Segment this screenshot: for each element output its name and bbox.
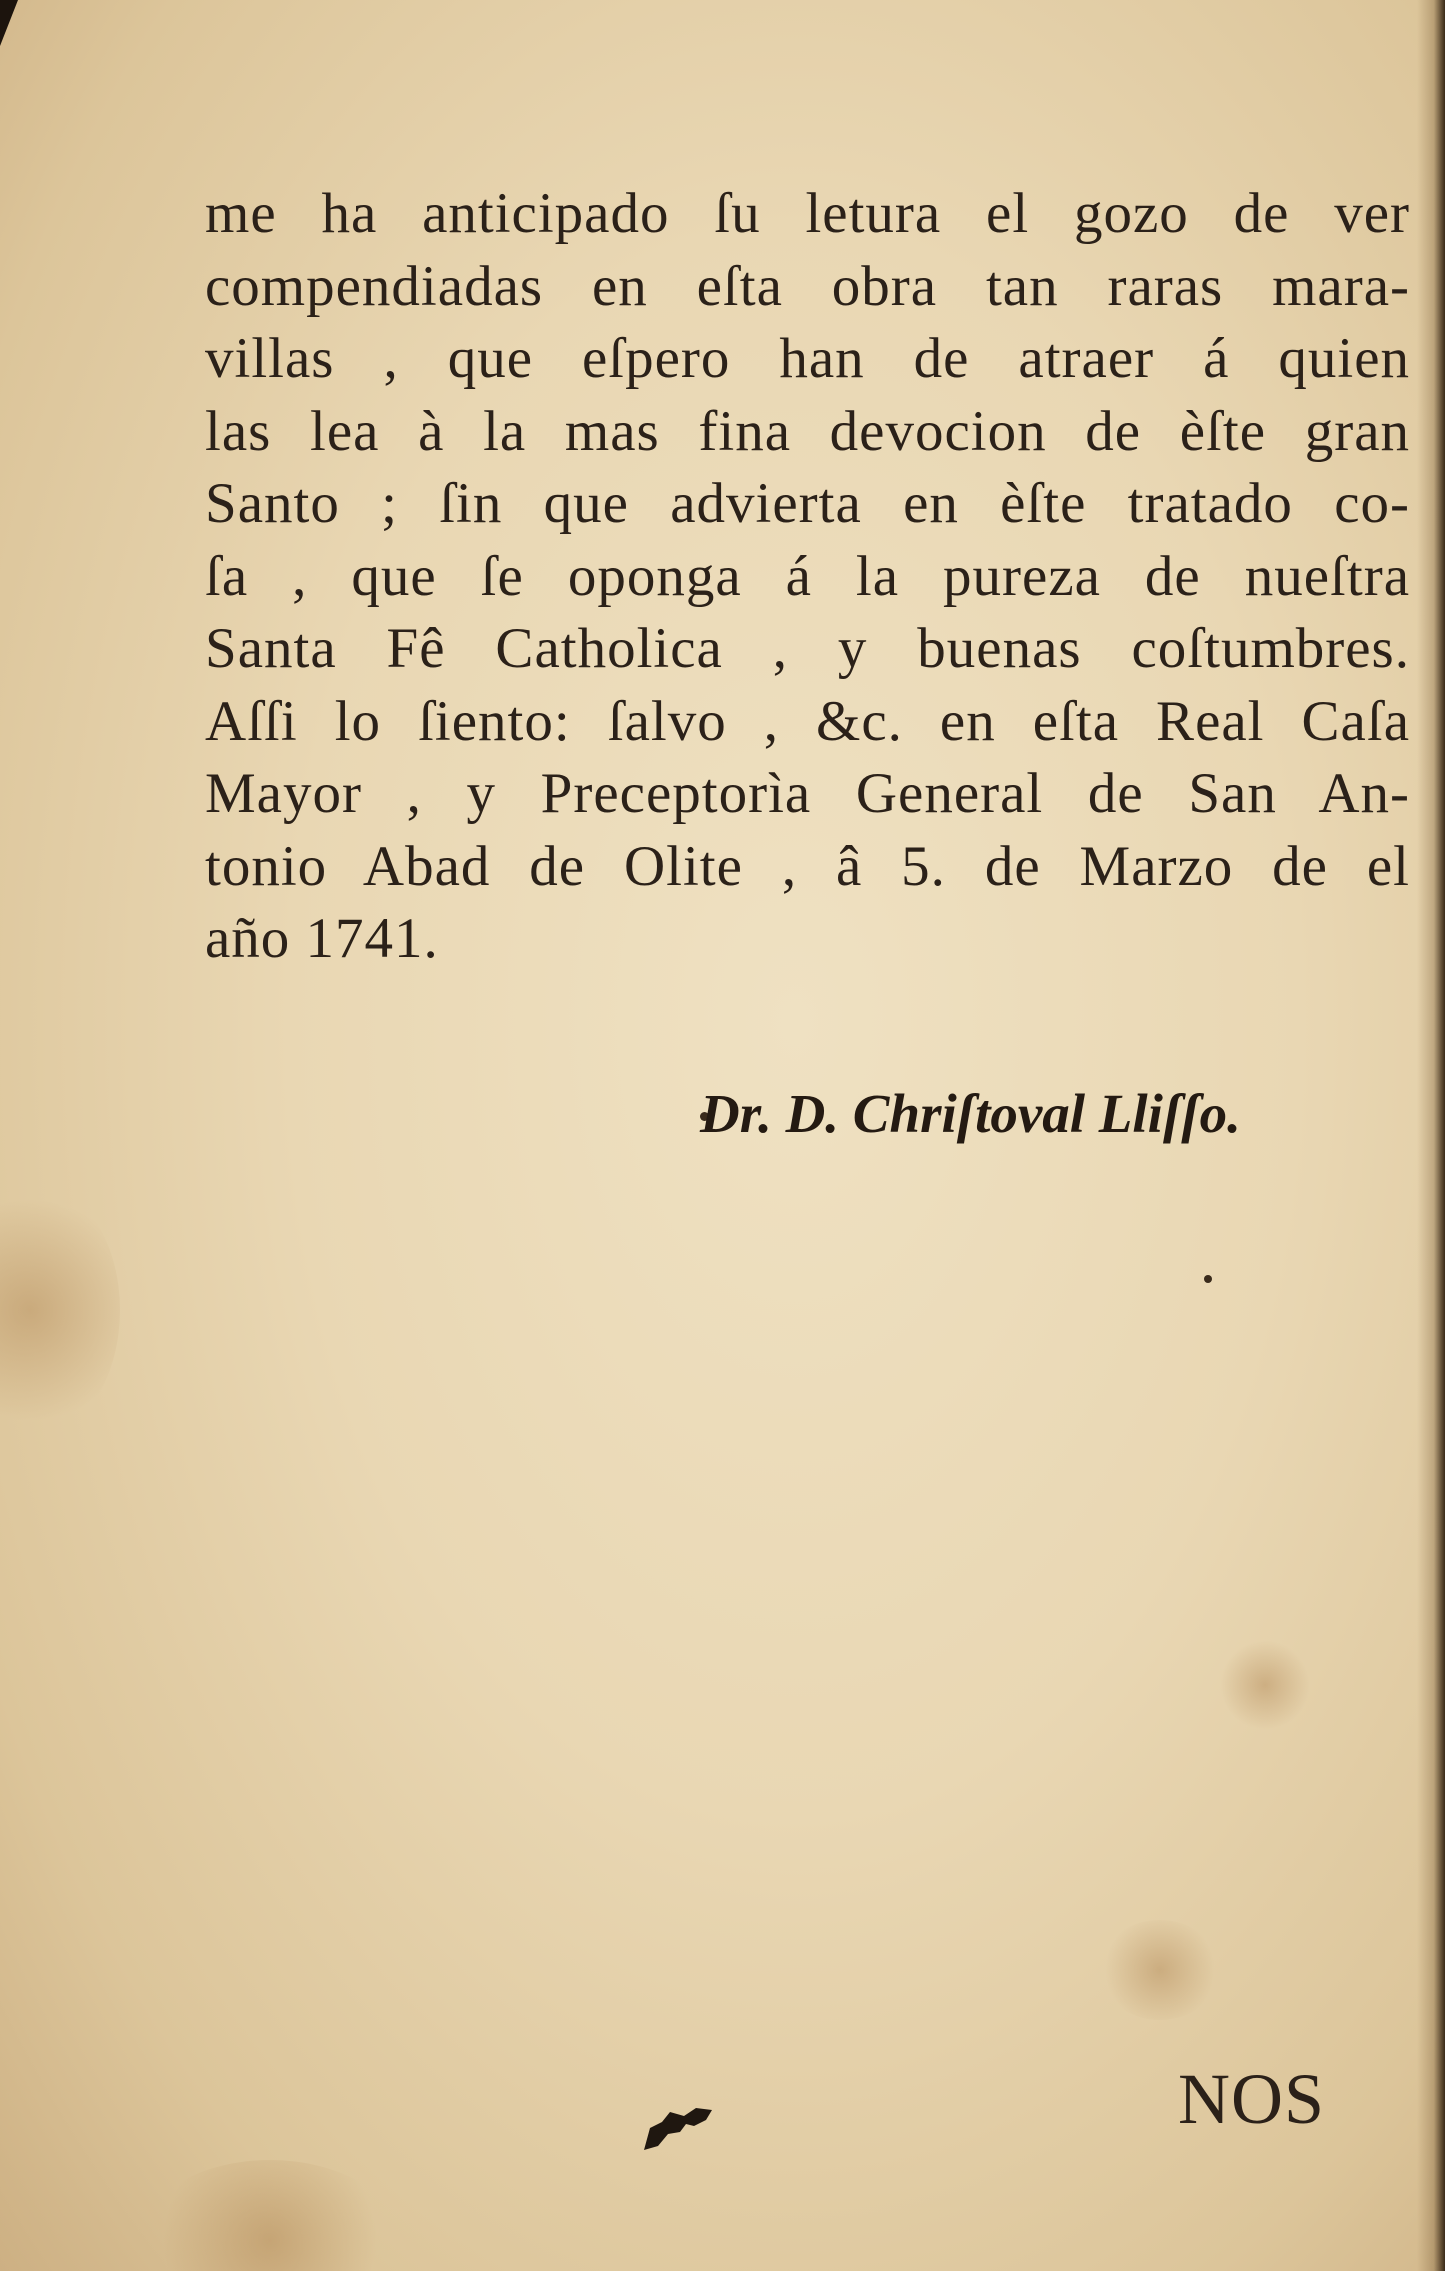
text-line: tonio Abad de Olite , â 5. de Marzo de el bbox=[205, 834, 1410, 898]
text-line: Santa Fê Catholica , y buenas coſtumbres. bbox=[205, 617, 1410, 680]
text-line: me ha anticipado ſu letura el gozo de ver bbox=[205, 182, 1410, 245]
catchword: NOS bbox=[1178, 2059, 1326, 2139]
text-line: compendiadas en eſta obra tan raras mara- bbox=[205, 254, 1410, 318]
page-edge-shadow bbox=[1417, 0, 1445, 2271]
foxing-stain bbox=[1220, 1640, 1310, 1730]
text-line: Santo ; ſin que advierta en èſte tratado co- bbox=[205, 472, 1410, 535]
ink-dot bbox=[1204, 1275, 1212, 1283]
text-line: ſa , que ſe oponga á la pureza de nueſtra bbox=[205, 544, 1410, 608]
foxing-stain bbox=[140, 2160, 400, 2271]
text-line: Aſſi lo ſiento: ſalvo , &c. en eſta Real Caſa bbox=[205, 689, 1410, 753]
text-line: año 1741. bbox=[205, 907, 439, 970]
approval-text bbox=[205, 178, 1415, 976]
signature: Dr. D. Chriſtoval Lliſſo. bbox=[700, 1083, 1241, 1144]
text-line: Mayor , y Preceptorìa General de San An- bbox=[205, 762, 1410, 825]
text-line: villas , que eſpero han de atraer á quien bbox=[205, 327, 1410, 390]
text-line: las lea à la mas fina devocion de èſte gran bbox=[205, 399, 1410, 463]
page-corner-shadow bbox=[0, 0, 18, 46]
printers-ornament-icon bbox=[640, 2098, 720, 2158]
foxing-stain bbox=[0, 1180, 120, 1440]
foxing-stain bbox=[1100, 1920, 1220, 2020]
